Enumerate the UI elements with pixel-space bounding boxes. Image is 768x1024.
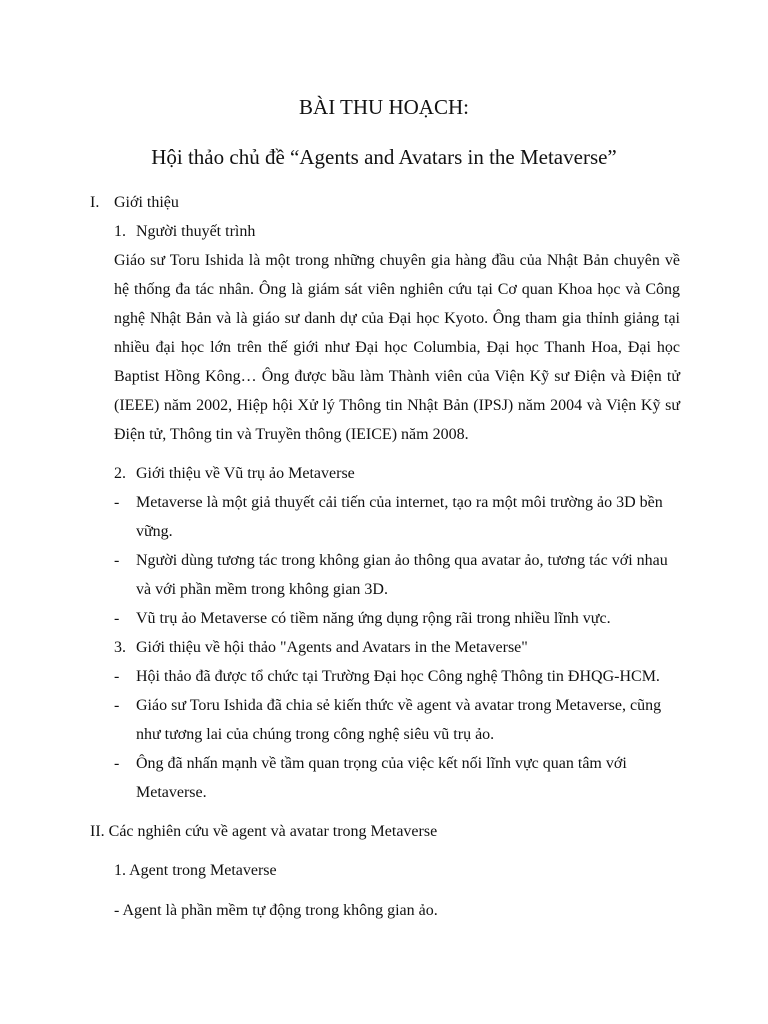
bullet-dash: - (114, 668, 120, 685)
section-2-text-line: - Agent là phần mềm tự động trong không gian ảo. (114, 902, 438, 919)
list-item: Người dùng tương tác trong không gian ảo thông qua avatar ảo, tương tác với nhau và với phần mềm trong không gian 3D. (136, 552, 668, 598)
subsection-1-number: 1. (114, 223, 126, 240)
subsection-3-number: 3. (114, 639, 126, 656)
document-title: BÀI THU HOẠCH: (299, 95, 469, 119)
section-2-subsection-1-heading: 1. Agent trong Metaverse (114, 862, 277, 879)
list-item: Vũ trụ ảo Metaverse có tiềm năng ứng dụng rộng rãi trong nhiều lĩnh vực. (136, 610, 611, 627)
list-item: Ông đã nhấn mạnh về tầm quan trọng của việc kết nối lĩnh vực quan tâm với Metaverse. (136, 755, 627, 801)
bullet-dash: - (114, 755, 120, 772)
section-2-heading: II. Các nghiên cứu về agent và avatar trong Metaverse (90, 823, 438, 840)
bullet-dash: - (114, 610, 120, 627)
list-item: Giáo sư Toru Ishida đã chia sẻ kiến thức về agent và avatar trong Metaverse, cũng như tương lai của chúng trong công nghệ siêu vũ trụ ảo. (136, 697, 662, 743)
subsection-2-number: 2. (114, 465, 126, 482)
subsection-1-heading: Người thuyết trình (136, 223, 256, 240)
list-item: Metaverse là một giả thuyết cải tiến của internet, tạo ra một môi trường ảo 3D bền vững. (136, 494, 663, 540)
section-1-heading: Giới thiệu (114, 194, 179, 211)
document-subtitle: Hội thảo chủ đề “Agents and Avatars in the Metaverse” (151, 145, 617, 169)
list-item: Hội thảo đã được tổ chức tại Trường Đại học Công nghệ Thông tin ĐHQG-HCM. (136, 668, 660, 685)
presenter-paragraph: Giáo sư Toru Ishida là một trong những chuyên gia hàng đầu của Nhật Bản chuyên về hệ thống đa tác nhân. Ông là giám sát viên nghiên cứu tại Cơ quan Khoa học và Công nghệ Nhật Bản và là giáo sư danh dự của Đại học Kyoto. Ông tham gia thỉnh giảng tại nhiều đại học lớn trên thế giới như Đại học Columbia, Đại học Thanh Hoa, Đại học Baptist Hồng Kông… Ông được bầu làm Thành viên của Viện Kỹ sư Điện và Điện tử (IEEE) năm 2002, Hiệp hội Xử lý Thông tin Nhật Bản (IPSJ) năm 2004 và Viện Kỹ sư Điện tử, Thông tin và Truyền thông (IEICE) năm 2008. (114, 252, 680, 443)
section-1-number: I. (90, 194, 100, 211)
bullet-dash: - (114, 697, 120, 714)
subsection-2-heading: Giới thiệu về Vũ trụ ảo Metaverse (136, 465, 355, 482)
bullet-dash: - (114, 494, 120, 511)
subsection-3-heading: Giới thiệu về hội thảo "Agents and Avatars in the Metaverse" (136, 639, 528, 656)
bullet-dash: - (114, 552, 120, 569)
